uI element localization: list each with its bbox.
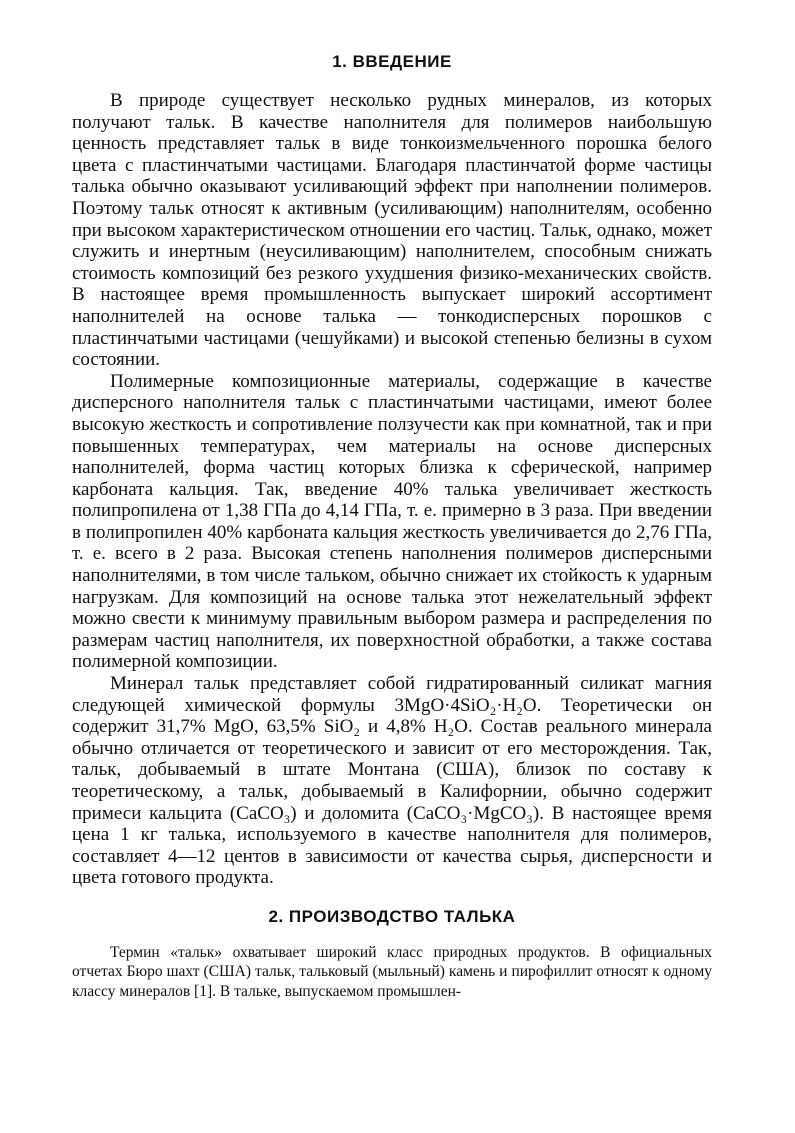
section-1-heading: 1. ВВЕДЕНИЕ bbox=[332, 52, 452, 71]
section-1-paragraph-1: В природе существует несколько рудных минералов, из которых получают тальк. В качестве наполнителя для полимеров наибольшую ценность представляет тальк в виде тонкоизмельченного порошка белого цвета с пластинчатыми частицами. Благодаря пластинчатой форме частицы талька обычно оказывают усиливающий эффект при наполнении полимеров. Поэтому тальк относят к активным (усиливающим) наполнителям, особенно при высоком характеристическом отношении его частиц. Тальк, однако, может служить и инертным (неусиливающим) наполнителем, способным снижать стоимость композиций без резкого ухудшения физико-механических свойств. В настоящее время промышленность выпускает широкий ассортимент наполнителей на основе талька — тонкодисперсных порошков с пластинчатыми частицами (чешуйками) и высокой степенью белизны в сухом состоянии. bbox=[72, 90, 712, 371]
section-2-heading: 2. ПРОИЗВОДСТВО ТАЛЬКА bbox=[268, 906, 516, 926]
section-1-paragraph-3: Минерал тальк представляет собой гидратированный силикат магния следующей химической формулы 3MgO·4SiO₂·H₂O. Теоретически он содержит 31,7% MgO, 63,5% SiO₂ и 4,8% H₂O. Состав реального минерала обычно отличается от теоретического и зависит от его месторождения. Так, тальк, добываемый в штате Монтана (США), близок по составу к теоретическому, а тальк, добываемый в Калифорнии, обычно содержит примеси кальцита (CaCO₃) и доломита (CaCO₃·MgCO₃). В настоящее время цена 1 кг талька, используемого в качестве наполнителя для полимеров, составляет 4—12 центов в зависимости от качества сырья, дисперсности и цвета готового продукта. bbox=[72, 673, 712, 889]
section-1-paragraph-2: Полимерные композиционные материалы, содержащие в качестве дисперсного наполнителя тальк с пластинчатыми частицами, имеют более высокую жесткость и сопротивление ползучести как при комнатной, так и при повышенных температурах, чем материалы на основе дисперсных наполнителей, форма частиц которых близка к сферической, например карбоната кальция. Так, введение 40% талька увеличивает жесткость полипропилена от 1,38 ГПа до 4,14 ГПа, т. е. примерно в 3 раза. При введении в полипропилен 40% карбоната кальция жесткость увеличивается до 2,76 ГПа, т. е. всего в 2 раза. Высокая степень наполнения полимеров дисперсными наполнителями, в том числе тальком, обычно снижает их стойкость к ударным нагрузкам. Для композиций на основе талька этот нежелательный эффект можно свести к минимуму правильным выбором размера и распределения по размерам частиц наполнителя, их поверхностной обработки, а также состава полимерной композиции. bbox=[72, 370, 712, 673]
section-2-paragraph-1: Термин «тальк» охватывает широкий класс природных продуктов. В официальных отчетах Бюро шахт (США) тальк, тальковый (мыльный) камень и пирофиллит относят к одному классу минералов [1]. В тальке, выпускаемом промышлен- bbox=[72, 943, 712, 1000]
document-page bbox=[72, 52, 712, 1001]
